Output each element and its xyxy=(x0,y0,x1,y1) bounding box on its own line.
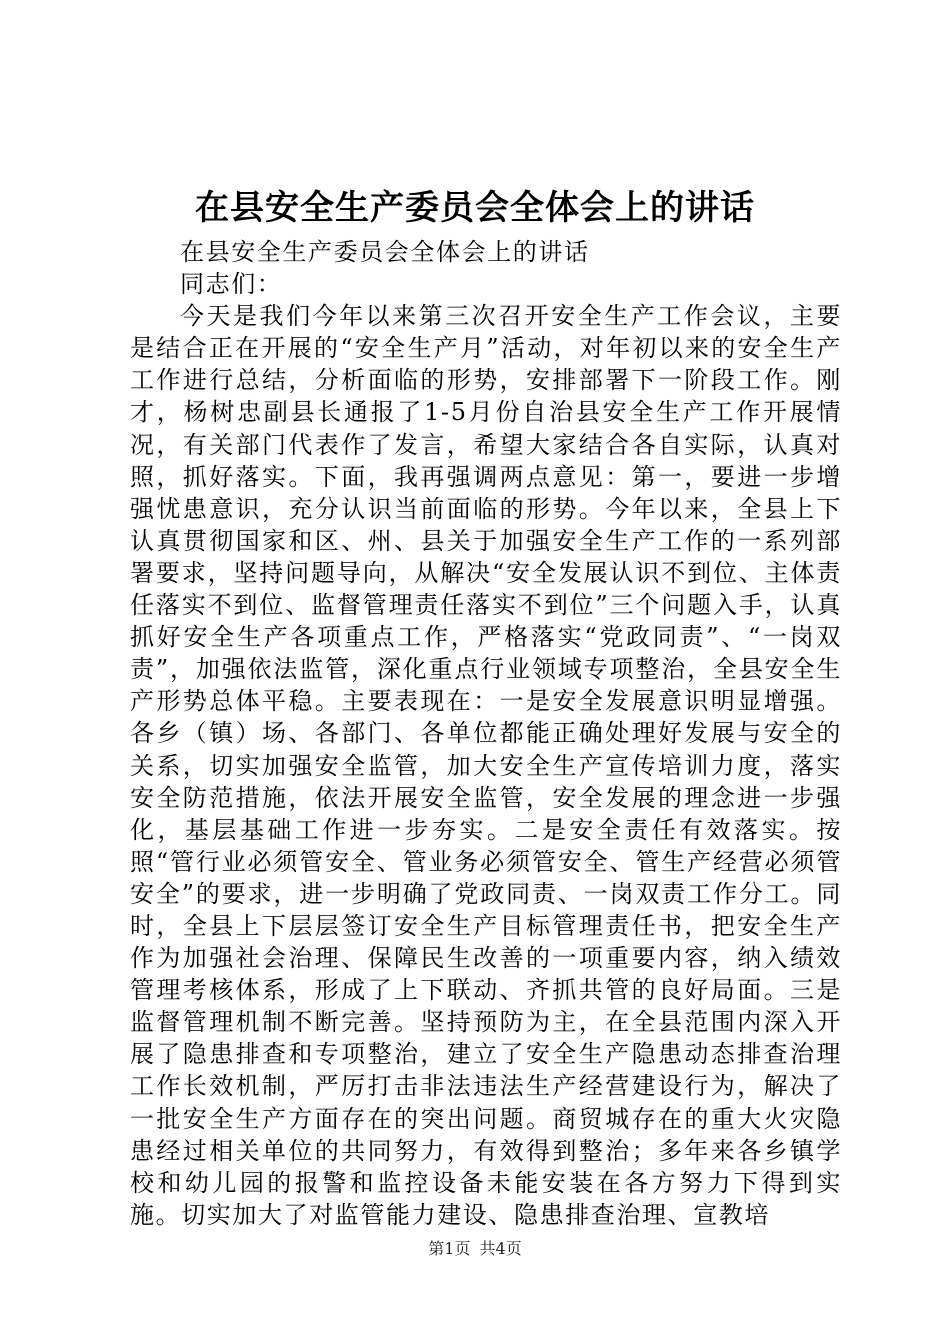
salutation-line: 同志们： xyxy=(180,270,283,299)
page-footer xyxy=(0,1238,950,1260)
body-paragraph: 今天是我们今年以来第三次召开安全生产工作会议，主要是结合正在开展的“安全生产月”活动，对年初以来的安全生产工作进行总结，分析面临的形势，安排部署下一阶段工作。刚才，杨树忠副县长通报了1-5月份自治县安全生产工作开展情况，有关部门代表作了发言，希望大家结合各自实际，认真对照，抓好落实。下面，我再强调两点意见：第一，要进一步增强忧患意识，充分认识当前面临的形势。今年以来，全县上下认真贯彻国家和区、州、县关于加强安全生产工作的一系列部署要求，坚持问题导向，从解决“安全发展认识不到位、主体责任落实不到位、监督管理责任落实不到位”三个问题入手，认真抓好安全生产各项重点工作，严格落实“党政同责”、“一岗双责”，加强依法监管，深化重点行业领域专项整治，全县安全生产形势总体平稳。主要表现在：一是安全发展意识明显增强。各乡（镇）场、各部门、各单位都能正确处理好发展与安全的关系，切实加强安全监管，加大安全生产宣传培训力度，落实安全防范措施，依法开展安全监管，安全发展的理念进一步强化，基层基础工作进一步夯实。二是安全责任有效落实。按照“管行业必须管安全、管业务必须管安全、管生产经营必须管安全”的要求，进一步明确了党政同责、一岗双责工作分工。同时，全县上下层层签订安全生产目标管理责任书，把安全生产作为加强社会治理、保障民生改善的一项重要内容，纳入绩效管理考核体系，形成了上下联动、齐抓共管的良好局面。三是监督管理机制不断完善。坚持预防为主，在全县范围内深入开展了隐患排查和专项整治，建立了安全生产隐患动态排查治理工作长效机制，严厉打击非法违法生产经营建设行为，解决了一批安全生产方面存在的突出问题。商贸城存在的重大火灾隐患经过相关单位的共同努力，有效得到整治；多年来各乡镇学校和幼儿园的报警和监控设备未能安装在各方努力下得到实施。切实加大了对监管能力建设、隐患排查治理、宣教培 xyxy=(130,302,842,1229)
subtitle-line: 在县安全生产委员会全体会上的讲话 xyxy=(180,238,590,266)
page-number: 第1页 xyxy=(428,1239,471,1258)
page-total: 共4页 xyxy=(479,1239,522,1258)
document-body xyxy=(130,236,842,1231)
document-title: 在县安全生产委员会全体会上的讲话 xyxy=(195,188,755,228)
